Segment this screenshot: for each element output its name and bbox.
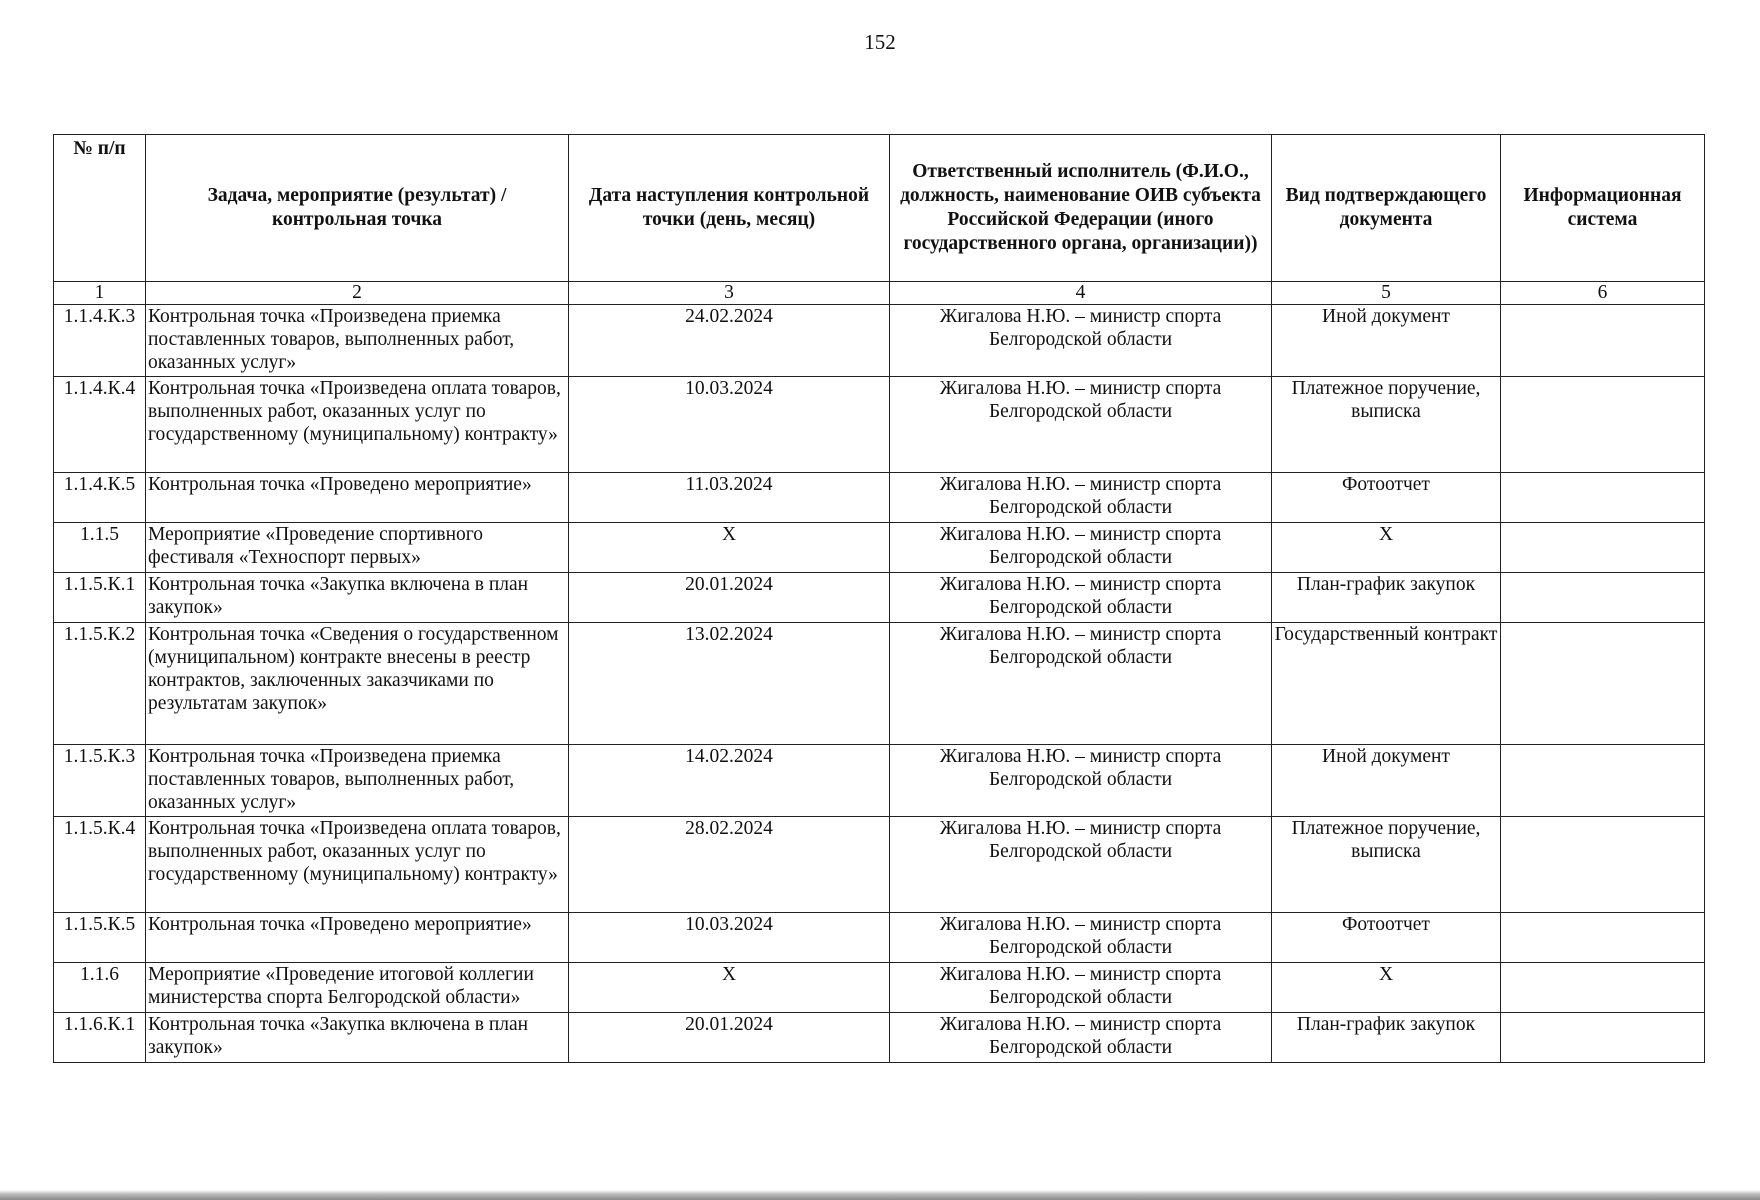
column-index: 1 — [54, 282, 146, 305]
page-number: 152 — [864, 30, 896, 54]
row-task: Контрольная точка «Произведена приемка поставленных товаров, выполненных работ, оказанных услуг» — [146, 745, 569, 817]
row-date: Х — [569, 523, 890, 573]
row-task: Контрольная точка «Проведено мероприятие» — [146, 473, 569, 523]
control-points-table — [53, 134, 1705, 1063]
row-task: Контрольная точка «Проведено мероприятие» — [146, 913, 569, 963]
row-executor: Жигалова Н.Ю. – министр спорта Белгородской области — [890, 745, 1272, 817]
table-row — [54, 745, 1705, 817]
row-number: 1.1.4.К.5 — [54, 473, 146, 523]
table-row — [54, 963, 1705, 1013]
header-executor: Ответственный исполнитель (Ф.И.О., должность, наименование ОИВ субъекта Российской Федерации (иного государственного органа, организации)) — [890, 135, 1272, 282]
row-system — [1501, 377, 1705, 473]
row-system — [1501, 573, 1705, 623]
table-header-row — [54, 135, 1705, 282]
scan-edge — [0, 1190, 1760, 1200]
row-date: 14.02.2024 — [569, 745, 890, 817]
header-date: Дата наступления контрольной точки (день, месяц) — [569, 135, 890, 282]
row-system — [1501, 473, 1705, 523]
header-task: Задача, мероприятие (результат) / контрольная точка — [146, 135, 569, 282]
row-task: Контрольная точка «Произведена оплата товаров, выполненных работ, оказанных услуг по государственному (муниципальному) контракту» — [146, 817, 569, 913]
row-date: Х — [569, 963, 890, 1013]
row-date: 10.03.2024 — [569, 377, 890, 473]
row-system — [1501, 1013, 1705, 1063]
row-executor: Жигалова Н.Ю. – министр спорта Белгородской области — [890, 913, 1272, 963]
table-body — [54, 305, 1705, 1063]
row-task: Контрольная точка «Закупка включена в план закупок» — [146, 1013, 569, 1063]
table-row — [54, 473, 1705, 523]
row-system — [1501, 523, 1705, 573]
row-date: 20.01.2024 — [569, 573, 890, 623]
row-number: 1.1.5.К.4 — [54, 817, 146, 913]
table-row — [54, 817, 1705, 913]
header-system: Информационная система — [1501, 135, 1705, 282]
row-task: Контрольная точка «Закупка включена в план закупок» — [146, 573, 569, 623]
row-system — [1501, 817, 1705, 913]
row-executor: Жигалова Н.Ю. – министр спорта Белгородской области — [890, 623, 1272, 745]
header-document: Вид подтверждающего документа — [1272, 135, 1501, 282]
row-task: Контрольная точка «Произведена оплата товаров, выполненных работ, оказанных услуг по государственному (муниципальному) контракту» — [146, 377, 569, 473]
row-document: Платежное поручение, выписка — [1272, 377, 1501, 473]
row-executor: Жигалова Н.Ю. – министр спорта Белгородской области — [890, 305, 1272, 377]
row-executor: Жигалова Н.Ю. – министр спорта Белгородской области — [890, 377, 1272, 473]
column-index: 2 — [146, 282, 569, 305]
row-executor: Жигалова Н.Ю. – министр спорта Белгородской области — [890, 573, 1272, 623]
row-task: Контрольная точка «Сведения о государственном (муниципальном) контракте внесены в реестр контрактов, заключенных заказчиками по результатам закупок» — [146, 623, 569, 745]
row-number: 1.1.6.К.1 — [54, 1013, 146, 1063]
row-date: 20.01.2024 — [569, 1013, 890, 1063]
row-number: 1.1.5 — [54, 523, 146, 573]
row-executor: Жигалова Н.Ю. – министр спорта Белгородской области — [890, 817, 1272, 913]
table-row — [54, 623, 1705, 745]
row-number: 1.1.4.К.4 — [54, 377, 146, 473]
row-document: Фотоотчет — [1272, 473, 1501, 523]
table-row — [54, 573, 1705, 623]
row-document: Фотоотчет — [1272, 913, 1501, 963]
column-index: 5 — [1272, 282, 1501, 305]
row-date: 11.03.2024 — [569, 473, 890, 523]
column-index: 4 — [890, 282, 1272, 305]
row-document: Иной документ — [1272, 305, 1501, 377]
row-executor: Жигалова Н.Ю. – министр спорта Белгородской области — [890, 523, 1272, 573]
row-document: Х — [1272, 523, 1501, 573]
row-number: 1.1.4.К.3 — [54, 305, 146, 377]
row-system — [1501, 913, 1705, 963]
row-executor: Жигалова Н.Ю. – министр спорта Белгородской области — [890, 963, 1272, 1013]
row-executor: Жигалова Н.Ю. – министр спорта Белгородской области — [890, 1013, 1272, 1063]
row-task: Мероприятие «Проведение итоговой коллегии министерства спорта Белгородской области» — [146, 963, 569, 1013]
column-index: 3 — [569, 282, 890, 305]
column-index-row — [54, 282, 1705, 305]
row-date: 24.02.2024 — [569, 305, 890, 377]
header-num: № п/п — [54, 135, 146, 282]
row-document: Иной документ — [1272, 745, 1501, 817]
row-date: 13.02.2024 — [569, 623, 890, 745]
row-number: 1.1.6 — [54, 963, 146, 1013]
row-number: 1.1.5.К.1 — [54, 573, 146, 623]
row-task: Мероприятие «Проведение спортивного фестиваля «Техноспорт первых» — [146, 523, 569, 573]
row-executor: Жигалова Н.Ю. – министр спорта Белгородской области — [890, 473, 1272, 523]
table-row — [54, 523, 1705, 573]
row-document: Государственный контракт — [1272, 623, 1501, 745]
row-document: Х — [1272, 963, 1501, 1013]
table-row — [54, 913, 1705, 963]
row-number: 1.1.5.К.5 — [54, 913, 146, 963]
row-system — [1501, 305, 1705, 377]
column-index: 6 — [1501, 282, 1705, 305]
table-row — [54, 305, 1705, 377]
row-task: Контрольная точка «Произведена приемка поставленных товаров, выполненных работ, оказанных услуг» — [146, 305, 569, 377]
row-date: 28.02.2024 — [569, 817, 890, 913]
row-date: 10.03.2024 — [569, 913, 890, 963]
table-row — [54, 1013, 1705, 1063]
row-document: Платежное поручение, выписка — [1272, 817, 1501, 913]
table-row — [54, 377, 1705, 473]
row-document: План-график закупок — [1272, 1013, 1501, 1063]
row-system — [1501, 963, 1705, 1013]
row-document: План-график закупок — [1272, 573, 1501, 623]
row-number: 1.1.5.К.3 — [54, 745, 146, 817]
row-system — [1501, 745, 1705, 817]
row-system — [1501, 623, 1705, 745]
row-number: 1.1.5.К.2 — [54, 623, 146, 745]
